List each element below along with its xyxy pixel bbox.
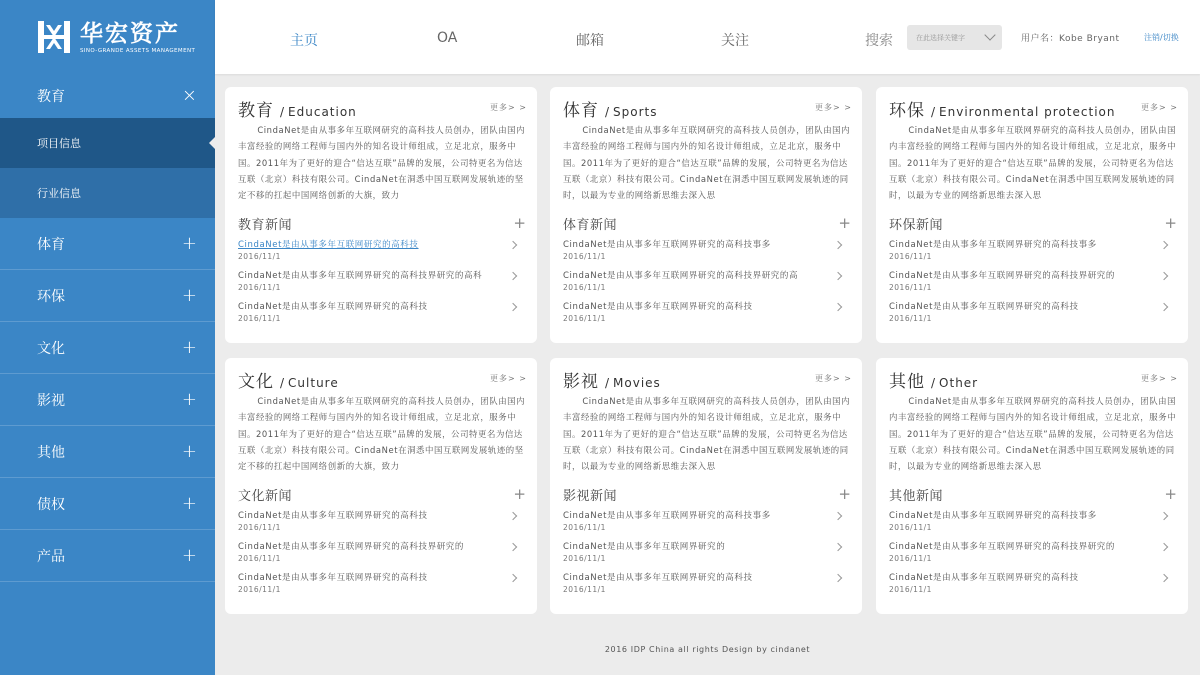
news-list <box>563 239 851 332</box>
news-item[interactable] <box>238 301 526 332</box>
plus-icon[interactable]: + <box>181 388 197 410</box>
news-item[interactable] <box>238 270 526 301</box>
news-title: 影视新闻 <box>563 489 618 504</box>
brand-logo[interactable] <box>0 0 215 74</box>
card-title-en: Movies <box>613 376 661 390</box>
news-item-title: CindaNet是由从事多年互联网界研究的高科技 <box>563 302 753 312</box>
card-description: CindaNet是由从事多年互联网研究的高科技人员创办，团队由国内丰富经验的网络工程师与国内外的知名设计师组成，立足北京，服务中国。2011年为了更好的迎合“信达互联”品牌的发展，公司特更名为信达互联（北京）科技有限公司。CindaNet在洞悉中国互联网发展轨迹的同时，以最为专业的网络新思维去深入思 <box>563 125 851 201</box>
card-title-en: Environmental protection <box>939 105 1116 119</box>
news-item[interactable] <box>889 301 1177 332</box>
card-description: CindaNet是由从事多年互联网研究的高科技人员创办，团队由国内丰富经验的网络工程师与国内外的知名设计师组成，立足北京，服务中国。2011年为了更好的迎合“信达互联”品牌的发展，公司特更名为信达互联（北京）科技有限公司。CindaNet在洞悉中国互联网发展轨迹的坚定不移的扛起中国网络创新的大旗，致力 <box>238 396 526 472</box>
news-item[interactable] <box>889 541 1177 572</box>
plus-icon[interactable]: + <box>181 492 197 514</box>
sidebar-subitem-label: 项目信息 <box>37 137 81 150</box>
news-item-date: 2016/11/1 <box>889 585 932 594</box>
news-item[interactable] <box>238 541 526 572</box>
plus-icon[interactable]: + <box>181 336 197 358</box>
plus-icon[interactable]: + <box>1164 214 1177 232</box>
news-header <box>563 214 851 233</box>
sidebar-item-other[interactable] <box>0 426 215 478</box>
news-title: 体育新闻 <box>563 218 618 233</box>
news-item-date: 2016/11/1 <box>563 523 606 532</box>
sidebar-item-environment[interactable] <box>0 270 215 322</box>
card-movies <box>550 358 862 614</box>
plus-icon[interactable]: + <box>181 544 197 566</box>
news-item-title: CindaNet是由从事多年互联网界研究的高科技界研究的高科 <box>238 271 483 281</box>
news-list <box>238 510 526 603</box>
news-header <box>238 214 526 233</box>
more-link[interactable]: 更多> > <box>1141 103 1178 112</box>
card-sports <box>550 87 862 343</box>
news-list <box>563 510 851 603</box>
plus-icon[interactable]: + <box>513 214 526 232</box>
sidebar-subitem-project-info[interactable] <box>0 118 215 168</box>
card-title-en: Education <box>288 105 357 119</box>
news-item[interactable] <box>238 572 526 603</box>
card-title-en: Sports <box>613 105 658 119</box>
sidebar-item-movies[interactable] <box>0 374 215 426</box>
card-description: CindaNet是由从事多年互联网研究的高科技人员创办，团队由国内丰富经验的网络工程师与国内外的知名设计师组成，立足北京，服务中国。2011年为了更好的迎合“信达互联”品牌的发展，公司特更名为信达互联（北京）科技有限公司。CindaNet在洞悉中国互联网发展轨迹的坚定不移的扛起中国网络创新的大旗，致力 <box>238 125 526 201</box>
sidebar-item-sports[interactable] <box>0 218 215 270</box>
news-title: 其他新闻 <box>889 489 944 504</box>
sidebar <box>0 0 215 675</box>
news-item-title[interactable]: CindaNet是由从事多年互联网研究的高科技 <box>238 240 419 250</box>
card-title: 其他 / Other <box>889 367 978 392</box>
sidebar-item-label: 体育 <box>37 236 65 253</box>
news-item[interactable] <box>889 510 1177 541</box>
news-item-date: 2016/11/1 <box>238 554 281 563</box>
news-item-date: 2016/11/1 <box>563 585 606 594</box>
news-header <box>563 485 851 504</box>
news-item-title: CindaNet是由从事多年互联网界研究的高科技事多 <box>563 511 771 521</box>
news-item[interactable] <box>238 510 526 541</box>
close-icon[interactable]: × <box>181 85 197 106</box>
news-item[interactable] <box>563 239 851 270</box>
news-item-date: 2016/11/1 <box>238 585 281 594</box>
news-item-title: CindaNet是由从事多年互联网界研究的高科技界研究的 <box>889 271 1116 281</box>
news-item-date: 2016/11/1 <box>889 523 932 532</box>
news-title: 文化新闻 <box>238 489 293 504</box>
news-item-date: 2016/11/1 <box>563 554 606 563</box>
news-item-title: CindaNet是由从事多年互联网界研究的高科技 <box>563 573 753 583</box>
plus-icon[interactable]: + <box>181 440 197 462</box>
news-header <box>238 485 526 504</box>
sidebar-item-culture[interactable] <box>0 322 215 374</box>
more-link[interactable]: 更多> > <box>815 103 852 112</box>
more-link[interactable]: 更多> > <box>490 103 527 112</box>
top-header <box>215 0 1200 74</box>
more-link[interactable]: 更多> > <box>815 374 852 383</box>
card-title-en: Other <box>939 376 979 390</box>
news-item-title: CindaNet是由从事多年互联网界研究的高科技 <box>238 302 428 312</box>
sidebar-item-label: 环保 <box>37 288 65 305</box>
card-title: 文化 / Culture <box>238 367 339 392</box>
card-title-cn: 体育 <box>563 101 599 121</box>
search-select[interactable] <box>907 25 1002 50</box>
news-item-date: 2016/11/1 <box>238 252 281 261</box>
sidebar-item-products[interactable] <box>0 530 215 582</box>
nav-oa[interactable]: OA <box>437 30 458 46</box>
logout-link[interactable]: 注销/切换 <box>1144 33 1179 42</box>
news-item[interactable] <box>889 270 1177 301</box>
news-item[interactable] <box>889 239 1177 270</box>
plus-icon[interactable]: + <box>181 232 197 254</box>
sidebar-item-label: 文化 <box>37 340 65 357</box>
news-list <box>238 239 526 332</box>
news-item-title: CindaNet是由从事多年互联网界研究的高科技界研究的 <box>889 542 1116 552</box>
more-link[interactable]: 更多> > <box>1141 374 1178 383</box>
sidebar-item-label: 产品 <box>37 548 65 565</box>
news-item-title: CindaNet是由从事多年互联网界研究的高科技事多 <box>889 511 1097 521</box>
sidebar-item-label: 影视 <box>37 392 65 409</box>
news-item-date: 2016/11/1 <box>238 314 281 323</box>
card-description: CindaNet是由从事多年互联网界研究的高科技人员创办，团队由国内丰富经验的网络工程师与国内外的知名设计师组成，立足北京，服务中国。2011年为了更好的迎合“信达互联”品牌的发展，公司特更名为信达互联（北京）科技有限公司。CindaNet在洞悉中国互联网发展轨迹的同时，以最为专业的网络新思维去深入思 <box>889 125 1177 201</box>
news-item-date: 2016/11/1 <box>238 523 281 532</box>
more-link[interactable]: 更多> > <box>490 374 527 383</box>
news-item-title: CindaNet是由从事多年互联网界研究的高科技 <box>238 573 428 583</box>
brand-name-en: SINO-GRANDE ASSETS MANAGEMENT <box>80 47 196 54</box>
news-list <box>889 510 1177 603</box>
card-culture <box>225 358 537 614</box>
news-item[interactable] <box>563 270 851 301</box>
nav-home[interactable]: 主页 <box>290 33 318 49</box>
sidebar-subitem-industry-info[interactable] <box>0 168 215 218</box>
nav-mail[interactable]: 邮箱 <box>576 33 604 49</box>
card-education <box>225 87 537 343</box>
card-title-cn: 教育 <box>238 101 274 121</box>
sidebar-item-debt[interactable] <box>0 478 215 530</box>
news-list <box>889 239 1177 332</box>
news-item[interactable] <box>889 572 1177 603</box>
news-item-date: 2016/11/1 <box>238 283 281 292</box>
news-item[interactable] <box>563 510 851 541</box>
news-header <box>889 485 1177 504</box>
news-item-date: 2016/11/1 <box>563 252 606 261</box>
news-item-title: CindaNet是由从事多年互联网界研究的高科技事多 <box>889 240 1097 250</box>
plus-icon[interactable]: + <box>513 485 526 503</box>
search-placeholder: 在此选择关键字 <box>916 33 965 42</box>
news-item-title: CindaNet是由从事多年互联网界研究的高科技界研究的 <box>238 542 465 552</box>
card-title: 环保 / Environmental protection <box>889 96 1115 121</box>
plus-icon[interactable]: + <box>838 214 851 232</box>
card-description: CindaNet是由从事多年互联网研究的高科技人员创办，团队由国内丰富经验的网络工程师与国内外的知名设计师组成，立足北京，服务中国。2011年为了更好的迎合“信达互联”品牌的发展，公司特更名为信达互联（北京）科技有限公司。CindaNet在洞悉中国互联网发展轨迹的同时，以最为专业的网络新思维去深入思 <box>563 396 851 472</box>
news-item-title: CindaNet是由从事多年互联网界研究的高科技 <box>889 302 1079 312</box>
username-label: 用户名：Kobe Bryant <box>1021 34 1120 44</box>
news-item-title: CindaNet是由从事多年互联网界研究的高科技事多 <box>563 240 771 250</box>
plus-icon[interactable]: + <box>838 485 851 503</box>
plus-icon[interactable]: + <box>1164 485 1177 503</box>
card-title-cn: 影视 <box>563 372 599 392</box>
sidebar-subitem-label: 行业信息 <box>37 187 81 200</box>
news-item-title: CindaNet是由从事多年互联网界研究的高科技 <box>238 511 428 521</box>
news-item-date: 2016/11/1 <box>889 554 932 563</box>
card-environment <box>876 87 1188 343</box>
card-description: CindaNet是由从事多年互联网界研究的高科技人员创办，团队由国内丰富经验的网络工程师与国内外的知名设计师组成，立足北京，服务中国。2011年为了更好的迎合“信达互联”品牌的发展，公司特更名为信达互联（北京）科技有限公司。CindaNet在洞悉中国互联网发展轨迹的同时，以最为专业的网络新思维去深入思 <box>889 396 1177 472</box>
news-header <box>889 214 1177 233</box>
sidebar-item-education[interactable] <box>0 74 215 118</box>
news-item-date: 2016/11/1 <box>889 252 932 261</box>
news-item[interactable] <box>563 541 851 572</box>
logo-mark-icon <box>34 17 74 57</box>
news-title: 环保新闻 <box>889 218 944 233</box>
card-title: 影视 / Movies <box>563 367 661 392</box>
card-other <box>876 358 1188 614</box>
nav-follow[interactable]: 关注 <box>721 33 749 49</box>
news-item-title: CindaNet是由从事多年互联网界研究的高科技 <box>889 573 1079 583</box>
card-title: 体育 / Sports <box>563 96 658 121</box>
news-item-title: CindaNet是由从事多年互联网界研究的 <box>563 542 726 552</box>
card-title-cn: 文化 <box>238 372 274 392</box>
news-item-date: 2016/11/1 <box>563 314 606 323</box>
brand-name-cn: 华宏资产 <box>80 20 180 47</box>
plus-icon[interactable]: + <box>181 284 197 306</box>
news-item-title: CindaNet是由从事多年互联网界研究的高科技界研究的高 <box>563 271 799 281</box>
sidebar-item-label: 教育 <box>37 89 65 105</box>
news-item-date: 2016/11/1 <box>889 283 932 292</box>
news-item[interactable] <box>563 572 851 603</box>
chevron-down-icon <box>984 29 995 40</box>
news-item[interactable] <box>563 301 851 332</box>
card-title: 教育 / Education <box>238 96 357 121</box>
news-item-date: 2016/11/1 <box>563 283 606 292</box>
sidebar-item-label: 债权 <box>37 496 65 513</box>
card-title-en: Culture <box>288 376 339 390</box>
footer-copyright: 2016 IDP China all rights Design by cindanet <box>604 645 811 654</box>
sidebar-item-label: 其他 <box>37 444 65 461</box>
news-item[interactable] <box>238 239 526 270</box>
card-title-cn: 其他 <box>889 372 925 392</box>
card-title-cn: 环保 <box>889 101 925 121</box>
search-label: 搜索 <box>865 33 893 49</box>
news-title: 教育新闻 <box>238 218 293 233</box>
news-item-date: 2016/11/1 <box>889 314 932 323</box>
